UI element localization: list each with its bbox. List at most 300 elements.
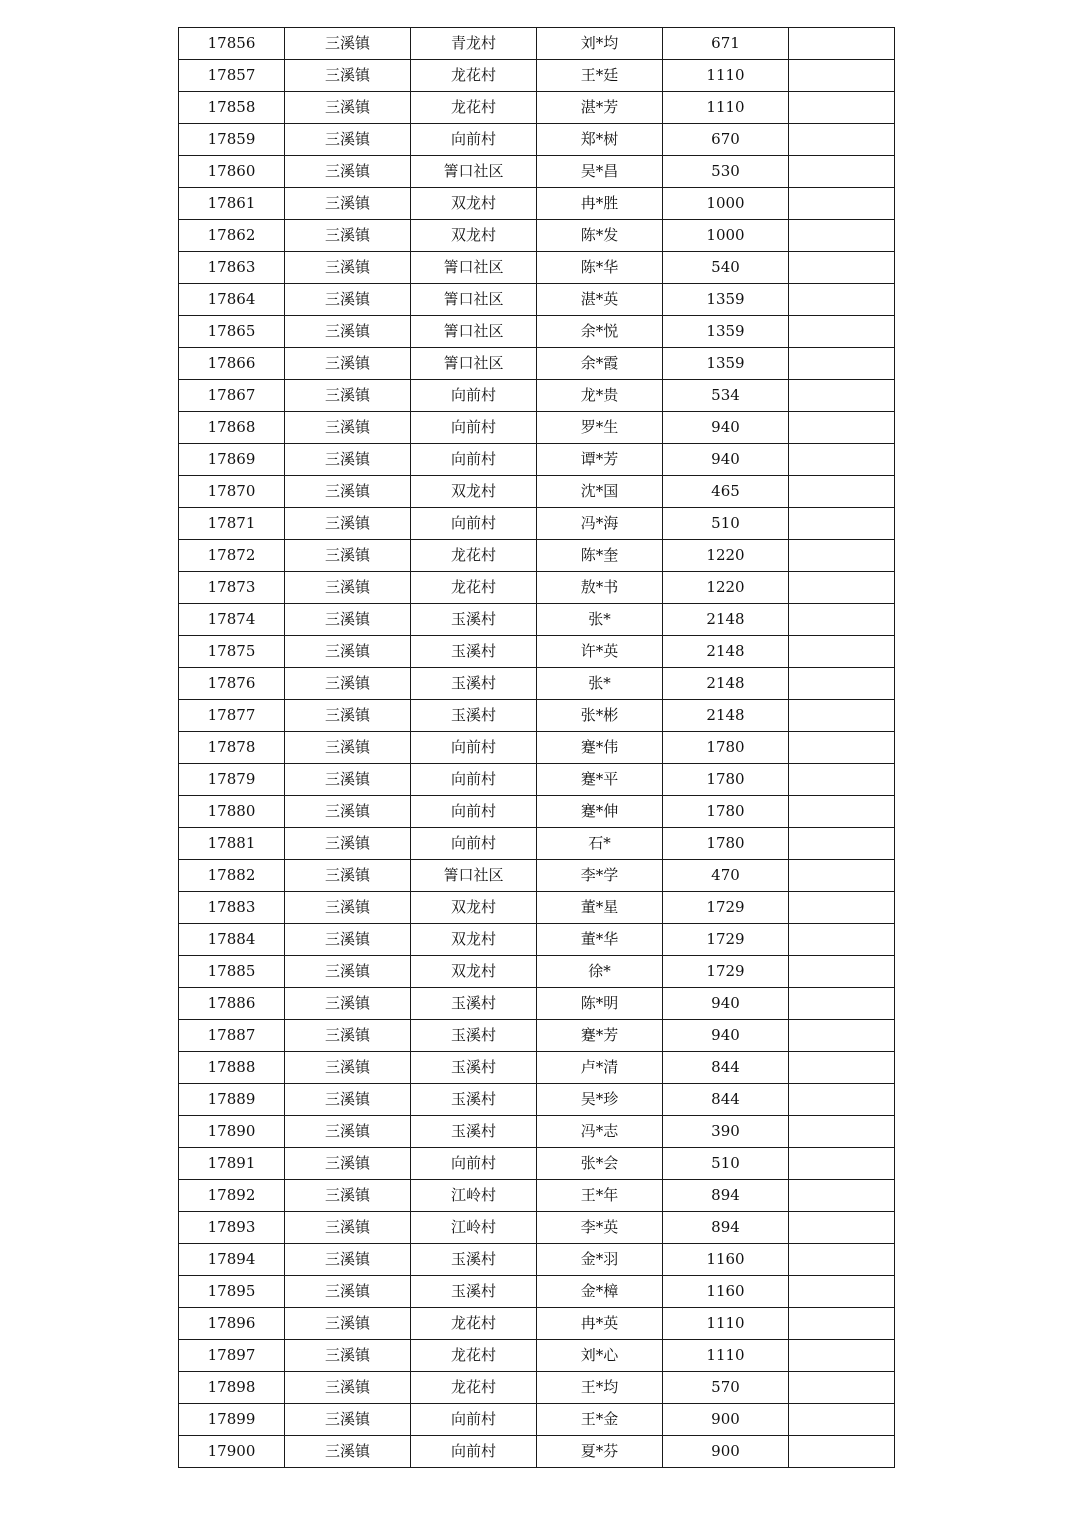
cell-name: 冉*英 <box>537 1308 663 1340</box>
cell-town: 三溪镇 <box>285 380 411 412</box>
cell-amount: 1780 <box>663 796 789 828</box>
cell-name: 徐* <box>537 956 663 988</box>
cell-amount: 510 <box>663 1148 789 1180</box>
cell-village: 玉溪村 <box>411 1116 537 1148</box>
cell-note <box>789 476 895 508</box>
table-row <box>179 316 895 348</box>
cell-serial-number: 17890 <box>179 1116 285 1148</box>
cell-village: 江岭村 <box>411 1180 537 1212</box>
cell-note <box>789 572 895 604</box>
cell-amount: 534 <box>663 380 789 412</box>
cell-town: 三溪镇 <box>285 732 411 764</box>
table-row <box>179 1340 895 1372</box>
cell-town: 三溪镇 <box>285 828 411 860</box>
cell-village: 龙花村 <box>411 540 537 572</box>
table-row <box>179 1020 895 1052</box>
cell-serial-number: 17871 <box>179 508 285 540</box>
table-row <box>179 1308 895 1340</box>
cell-serial-number: 17900 <box>179 1436 285 1468</box>
cell-town: 三溪镇 <box>285 252 411 284</box>
cell-village: 玉溪村 <box>411 1052 537 1084</box>
cell-village: 向前村 <box>411 796 537 828</box>
cell-note <box>789 1340 895 1372</box>
cell-village: 向前村 <box>411 1436 537 1468</box>
cell-serial-number: 17866 <box>179 348 285 380</box>
cell-note <box>789 604 895 636</box>
cell-town: 三溪镇 <box>285 476 411 508</box>
cell-name: 敖*书 <box>537 572 663 604</box>
cell-name: 李*学 <box>537 860 663 892</box>
cell-name: 石* <box>537 828 663 860</box>
cell-town: 三溪镇 <box>285 540 411 572</box>
cell-village: 玉溪村 <box>411 604 537 636</box>
cell-name: 吴*昌 <box>537 156 663 188</box>
cell-name: 夏*芬 <box>537 1436 663 1468</box>
cell-town: 三溪镇 <box>285 348 411 380</box>
table-row <box>179 444 895 476</box>
table-row <box>179 1276 895 1308</box>
cell-village: 双龙村 <box>411 476 537 508</box>
cell-town: 三溪镇 <box>285 508 411 540</box>
cell-name: 许*英 <box>537 636 663 668</box>
cell-town: 三溪镇 <box>285 1244 411 1276</box>
cell-village: 箐口社区 <box>411 316 537 348</box>
cell-serial-number: 17879 <box>179 764 285 796</box>
cell-village: 向前村 <box>411 828 537 860</box>
cell-serial-number: 17878 <box>179 732 285 764</box>
table-row <box>179 124 895 156</box>
cell-serial-number: 17884 <box>179 924 285 956</box>
table-row <box>179 1180 895 1212</box>
table-row <box>179 1148 895 1180</box>
cell-serial-number: 17864 <box>179 284 285 316</box>
cell-village: 龙花村 <box>411 92 537 124</box>
cell-note <box>789 1052 895 1084</box>
cell-name: 李*英 <box>537 1212 663 1244</box>
cell-serial-number: 17869 <box>179 444 285 476</box>
cell-amount: 1000 <box>663 220 789 252</box>
cell-name: 刘*心 <box>537 1340 663 1372</box>
cell-town: 三溪镇 <box>285 412 411 444</box>
cell-village: 向前村 <box>411 444 537 476</box>
table-row <box>179 796 895 828</box>
cell-note <box>789 156 895 188</box>
table-row <box>179 1404 895 1436</box>
cell-serial-number: 17862 <box>179 220 285 252</box>
cell-name: 金*樟 <box>537 1276 663 1308</box>
cell-serial-number: 17893 <box>179 1212 285 1244</box>
cell-name: 冯*志 <box>537 1116 663 1148</box>
cell-village: 玉溪村 <box>411 1084 537 1116</box>
cell-serial-number: 17887 <box>179 1020 285 1052</box>
cell-name: 沈*国 <box>537 476 663 508</box>
table-row <box>179 988 895 1020</box>
cell-town: 三溪镇 <box>285 1276 411 1308</box>
cell-town: 三溪镇 <box>285 124 411 156</box>
cell-village: 玉溪村 <box>411 636 537 668</box>
cell-town: 三溪镇 <box>285 860 411 892</box>
cell-serial-number: 17886 <box>179 988 285 1020</box>
cell-serial-number: 17875 <box>179 636 285 668</box>
table-row <box>179 956 895 988</box>
cell-name: 蹇*伟 <box>537 732 663 764</box>
cell-amount: 671 <box>663 28 789 60</box>
cell-note <box>789 60 895 92</box>
cell-town: 三溪镇 <box>285 60 411 92</box>
table-row <box>179 1116 895 1148</box>
cell-town: 三溪镇 <box>285 444 411 476</box>
cell-name: 张*会 <box>537 1148 663 1180</box>
table-row <box>179 764 895 796</box>
cell-note <box>789 188 895 220</box>
cell-note <box>789 252 895 284</box>
table-row <box>179 188 895 220</box>
cell-amount: 894 <box>663 1180 789 1212</box>
cell-village: 箐口社区 <box>411 284 537 316</box>
cell-village: 箐口社区 <box>411 252 537 284</box>
cell-amount: 894 <box>663 1212 789 1244</box>
cell-town: 三溪镇 <box>285 220 411 252</box>
cell-amount: 1780 <box>663 828 789 860</box>
cell-note <box>789 1084 895 1116</box>
cell-name: 冉*胜 <box>537 188 663 220</box>
cell-note <box>789 1372 895 1404</box>
cell-town: 三溪镇 <box>285 188 411 220</box>
cell-serial-number: 17881 <box>179 828 285 860</box>
table-row <box>179 1436 895 1468</box>
cell-name: 陈*奎 <box>537 540 663 572</box>
cell-name: 王*金 <box>537 1404 663 1436</box>
cell-name: 谭*芳 <box>537 444 663 476</box>
cell-amount: 1780 <box>663 732 789 764</box>
cell-name: 董*星 <box>537 892 663 924</box>
cell-village: 向前村 <box>411 732 537 764</box>
cell-note <box>789 284 895 316</box>
cell-name: 罗*生 <box>537 412 663 444</box>
cell-note <box>789 988 895 1020</box>
cell-note <box>789 1436 895 1468</box>
cell-amount: 1110 <box>663 1308 789 1340</box>
cell-amount: 570 <box>663 1372 789 1404</box>
table-row <box>179 732 895 764</box>
cell-name: 王*均 <box>537 1372 663 1404</box>
cell-amount: 1729 <box>663 892 789 924</box>
cell-note <box>789 316 895 348</box>
cell-town: 三溪镇 <box>285 1148 411 1180</box>
cell-amount: 844 <box>663 1052 789 1084</box>
cell-serial-number: 17872 <box>179 540 285 572</box>
cell-serial-number: 17876 <box>179 668 285 700</box>
cell-town: 三溪镇 <box>285 604 411 636</box>
cell-amount: 1160 <box>663 1244 789 1276</box>
cell-name: 卢*清 <box>537 1052 663 1084</box>
cell-name: 刘*均 <box>537 28 663 60</box>
table-row <box>179 668 895 700</box>
cell-serial-number: 17859 <box>179 124 285 156</box>
cell-serial-number: 17858 <box>179 92 285 124</box>
cell-town: 三溪镇 <box>285 92 411 124</box>
cell-town: 三溪镇 <box>285 764 411 796</box>
cell-amount: 2148 <box>663 604 789 636</box>
table-row <box>179 924 895 956</box>
cell-serial-number: 17895 <box>179 1276 285 1308</box>
cell-amount: 1110 <box>663 92 789 124</box>
cell-amount: 940 <box>663 1020 789 1052</box>
cell-amount: 1220 <box>663 540 789 572</box>
table-row <box>179 1244 895 1276</box>
cell-town: 三溪镇 <box>285 1116 411 1148</box>
cell-town: 三溪镇 <box>285 796 411 828</box>
cell-amount: 470 <box>663 860 789 892</box>
table-row <box>179 348 895 380</box>
table-row <box>179 828 895 860</box>
cell-note <box>789 28 895 60</box>
cell-village: 双龙村 <box>411 220 537 252</box>
cell-name: 湛*芳 <box>537 92 663 124</box>
table-row <box>179 476 895 508</box>
cell-amount: 510 <box>663 508 789 540</box>
cell-amount: 844 <box>663 1084 789 1116</box>
cell-amount: 2148 <box>663 700 789 732</box>
cell-name: 陈*发 <box>537 220 663 252</box>
cell-town: 三溪镇 <box>285 700 411 732</box>
cell-note <box>789 1020 895 1052</box>
cell-name: 郑*树 <box>537 124 663 156</box>
cell-name: 张* <box>537 604 663 636</box>
cell-town: 三溪镇 <box>285 1020 411 1052</box>
cell-village: 向前村 <box>411 380 537 412</box>
cell-serial-number: 17868 <box>179 412 285 444</box>
cell-amount: 1729 <box>663 956 789 988</box>
cell-town: 三溪镇 <box>285 668 411 700</box>
cell-note <box>789 380 895 412</box>
cell-amount: 940 <box>663 444 789 476</box>
cell-town: 三溪镇 <box>285 28 411 60</box>
cell-village: 双龙村 <box>411 924 537 956</box>
cell-amount: 540 <box>663 252 789 284</box>
cell-village: 龙花村 <box>411 60 537 92</box>
cell-note <box>789 732 895 764</box>
cell-town: 三溪镇 <box>285 1052 411 1084</box>
cell-village: 玉溪村 <box>411 668 537 700</box>
cell-village: 向前村 <box>411 1404 537 1436</box>
table-row <box>179 1372 895 1404</box>
cell-name: 王*廷 <box>537 60 663 92</box>
cell-town: 三溪镇 <box>285 636 411 668</box>
cell-name: 吴*珍 <box>537 1084 663 1116</box>
cell-village: 玉溪村 <box>411 1244 537 1276</box>
cell-serial-number: 17861 <box>179 188 285 220</box>
cell-village: 双龙村 <box>411 892 537 924</box>
cell-serial-number: 17898 <box>179 1372 285 1404</box>
cell-town: 三溪镇 <box>285 1212 411 1244</box>
table-row <box>179 1052 895 1084</box>
cell-name: 张*彬 <box>537 700 663 732</box>
cell-note <box>789 348 895 380</box>
cell-name: 董*华 <box>537 924 663 956</box>
cell-note <box>789 924 895 956</box>
cell-village: 玉溪村 <box>411 988 537 1020</box>
cell-serial-number: 17891 <box>179 1148 285 1180</box>
cell-serial-number: 17870 <box>179 476 285 508</box>
cell-amount: 1000 <box>663 188 789 220</box>
cell-amount: 900 <box>663 1436 789 1468</box>
cell-note <box>789 1116 895 1148</box>
table-row <box>179 380 895 412</box>
table-row <box>179 1084 895 1116</box>
cell-town: 三溪镇 <box>285 1180 411 1212</box>
cell-town: 三溪镇 <box>285 892 411 924</box>
cell-name: 张* <box>537 668 663 700</box>
cell-note <box>789 1244 895 1276</box>
table-row <box>179 156 895 188</box>
cell-amount: 1729 <box>663 924 789 956</box>
cell-name: 陈*华 <box>537 252 663 284</box>
cell-village: 青龙村 <box>411 28 537 60</box>
table-row <box>179 860 895 892</box>
cell-serial-number: 17885 <box>179 956 285 988</box>
cell-serial-number: 17867 <box>179 380 285 412</box>
cell-name: 龙*贵 <box>537 380 663 412</box>
cell-serial-number: 17888 <box>179 1052 285 1084</box>
cell-note <box>789 796 895 828</box>
cell-town: 三溪镇 <box>285 924 411 956</box>
cell-amount: 390 <box>663 1116 789 1148</box>
cell-town: 三溪镇 <box>285 1340 411 1372</box>
cell-town: 三溪镇 <box>285 1084 411 1116</box>
table-row <box>179 572 895 604</box>
cell-name: 余*霞 <box>537 348 663 380</box>
cell-village: 双龙村 <box>411 956 537 988</box>
cell-note <box>789 1308 895 1340</box>
cell-amount: 2148 <box>663 636 789 668</box>
cell-amount: 465 <box>663 476 789 508</box>
cell-village: 箐口社区 <box>411 860 537 892</box>
cell-note <box>789 892 895 924</box>
cell-serial-number: 17860 <box>179 156 285 188</box>
table-row <box>179 252 895 284</box>
cell-name: 余*悦 <box>537 316 663 348</box>
table-row <box>179 284 895 316</box>
cell-amount: 1780 <box>663 764 789 796</box>
cell-town: 三溪镇 <box>285 1372 411 1404</box>
table-row <box>179 700 895 732</box>
cell-town: 三溪镇 <box>285 1436 411 1468</box>
cell-name: 蹇*芳 <box>537 1020 663 1052</box>
cell-note <box>789 700 895 732</box>
table-row <box>179 60 895 92</box>
cell-amount: 1110 <box>663 60 789 92</box>
cell-village: 龙花村 <box>411 1372 537 1404</box>
cell-serial-number: 17865 <box>179 316 285 348</box>
cell-serial-number: 17889 <box>179 1084 285 1116</box>
cell-note <box>789 444 895 476</box>
cell-amount: 1359 <box>663 284 789 316</box>
table-body <box>179 28 895 1468</box>
table-row <box>179 604 895 636</box>
cell-amount: 1160 <box>663 1276 789 1308</box>
cell-note <box>789 1276 895 1308</box>
cell-note <box>789 92 895 124</box>
cell-serial-number: 17856 <box>179 28 285 60</box>
cell-note <box>789 508 895 540</box>
cell-village: 箐口社区 <box>411 348 537 380</box>
table-row <box>179 220 895 252</box>
cell-name: 蹇*伸 <box>537 796 663 828</box>
cell-note <box>789 1404 895 1436</box>
cell-name: 蹇*平 <box>537 764 663 796</box>
cell-serial-number: 17899 <box>179 1404 285 1436</box>
cell-note <box>789 860 895 892</box>
cell-town: 三溪镇 <box>285 1404 411 1436</box>
cell-note <box>789 668 895 700</box>
cell-village: 玉溪村 <box>411 1020 537 1052</box>
cell-town: 三溪镇 <box>285 956 411 988</box>
cell-village: 江岭村 <box>411 1212 537 1244</box>
cell-town: 三溪镇 <box>285 988 411 1020</box>
cell-village: 双龙村 <box>411 188 537 220</box>
cell-note <box>789 124 895 156</box>
cell-note <box>789 1180 895 1212</box>
cell-serial-number: 17883 <box>179 892 285 924</box>
cell-amount: 940 <box>663 988 789 1020</box>
cell-town: 三溪镇 <box>285 316 411 348</box>
cell-amount: 1359 <box>663 348 789 380</box>
cell-village: 向前村 <box>411 124 537 156</box>
table-row <box>179 92 895 124</box>
cell-note <box>789 412 895 444</box>
cell-amount: 670 <box>663 124 789 156</box>
cell-name: 王*年 <box>537 1180 663 1212</box>
table-row <box>179 412 895 444</box>
table-row <box>179 892 895 924</box>
cell-village: 向前村 <box>411 508 537 540</box>
table-row <box>179 636 895 668</box>
table-row <box>179 508 895 540</box>
cell-village: 龙花村 <box>411 1340 537 1372</box>
cell-village: 玉溪村 <box>411 1276 537 1308</box>
cell-town: 三溪镇 <box>285 156 411 188</box>
cell-amount: 940 <box>663 412 789 444</box>
cell-name: 金*羽 <box>537 1244 663 1276</box>
cell-serial-number: 17857 <box>179 60 285 92</box>
cell-village: 向前村 <box>411 764 537 796</box>
cell-amount: 530 <box>663 156 789 188</box>
cell-serial-number: 17874 <box>179 604 285 636</box>
cell-serial-number: 17880 <box>179 796 285 828</box>
cell-village: 龙花村 <box>411 572 537 604</box>
cell-amount: 1220 <box>663 572 789 604</box>
cell-village: 向前村 <box>411 1148 537 1180</box>
cell-amount: 900 <box>663 1404 789 1436</box>
cell-note <box>789 764 895 796</box>
cell-village: 玉溪村 <box>411 700 537 732</box>
cell-note <box>789 1148 895 1180</box>
cell-village: 龙花村 <box>411 1308 537 1340</box>
cell-serial-number: 17873 <box>179 572 285 604</box>
cell-village: 箐口社区 <box>411 156 537 188</box>
data-table <box>178 27 895 1468</box>
cell-name: 陈*明 <box>537 988 663 1020</box>
cell-serial-number: 17896 <box>179 1308 285 1340</box>
table-row <box>179 1212 895 1244</box>
cell-serial-number: 17882 <box>179 860 285 892</box>
cell-town: 三溪镇 <box>285 1308 411 1340</box>
cell-note <box>789 540 895 572</box>
cell-village: 向前村 <box>411 412 537 444</box>
cell-serial-number: 17897 <box>179 1340 285 1372</box>
cell-serial-number: 17894 <box>179 1244 285 1276</box>
